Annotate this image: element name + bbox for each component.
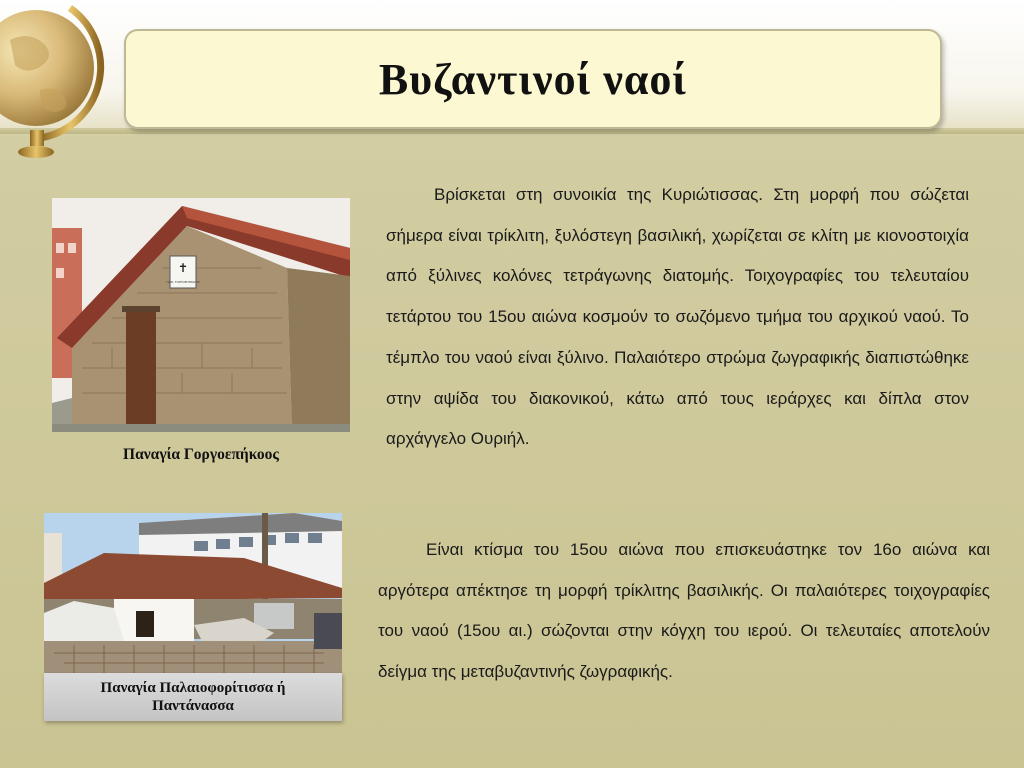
caption-gorgoepikoos: Παναγία Γοργοεπήκοος [123,446,279,463]
caption-line-2: Παντάνασσα [152,698,234,714]
church-sign-text: ΠΑΝ. ΓΟΡΓΟΕΠΗΚΟΟΣ [166,280,200,284]
paragraph-gorgoepikoos: Βρίσκεται στη συνοικία της Κυριώτισσας. Στη μορφή που σώζεται σήμερα είναι τρίκλιτη, ξυλόστεγη βασιλική, χωρίζεται σε κλίτη με κιονοστοιχία από ξύλινες κολόνες τετράγωνης διατομής. Τοιχογραφίες του τελευταίου τετάρτου του 15ου αιώνα κοσμούν το σωζόμενο τμήμα του αρχικού ναού. Το τέμπλο του ναού είναι ξύλινο. Παλαιότερο στρώμα ζωγραφικής διαπιστώθηκε στην αψίδα του διακονικού, κάτω από τους ιεράρχες και δίπλα στον αρχάγγελο Ουριήλ. [386,185,969,449]
title-box [124,29,942,129]
caption-palaioforitissa [44,673,342,721]
svg-text:✝: ✝ [177,261,189,275]
church-photo-gorgoepikoos [52,198,350,432]
globe-icon [0,0,110,170]
church-photo-palaioforitissa [44,513,342,673]
caption-line-1: Παναγία Παλαιοφορίτισσα ή [100,680,286,696]
slide-title: Βυζαντινοί ναοί [378,54,688,104]
paragraph-palaioforitissa: Είναι κτίσμα του 15ου αιώνα που επισκευάστηκε τον 16ο αιώνα και αργότερα απέκτησε τη μορφή τρίκλιτης βασιλικής. Οι παλαιότερες τοιχογραφίες του ναού (15ου αι.) σώζονται στην κόγχη του ιερού. Οι τελευταίες αποτελούν δείγμα της μεταβυζαντινής ζωγραφικής. [378,540,990,682]
